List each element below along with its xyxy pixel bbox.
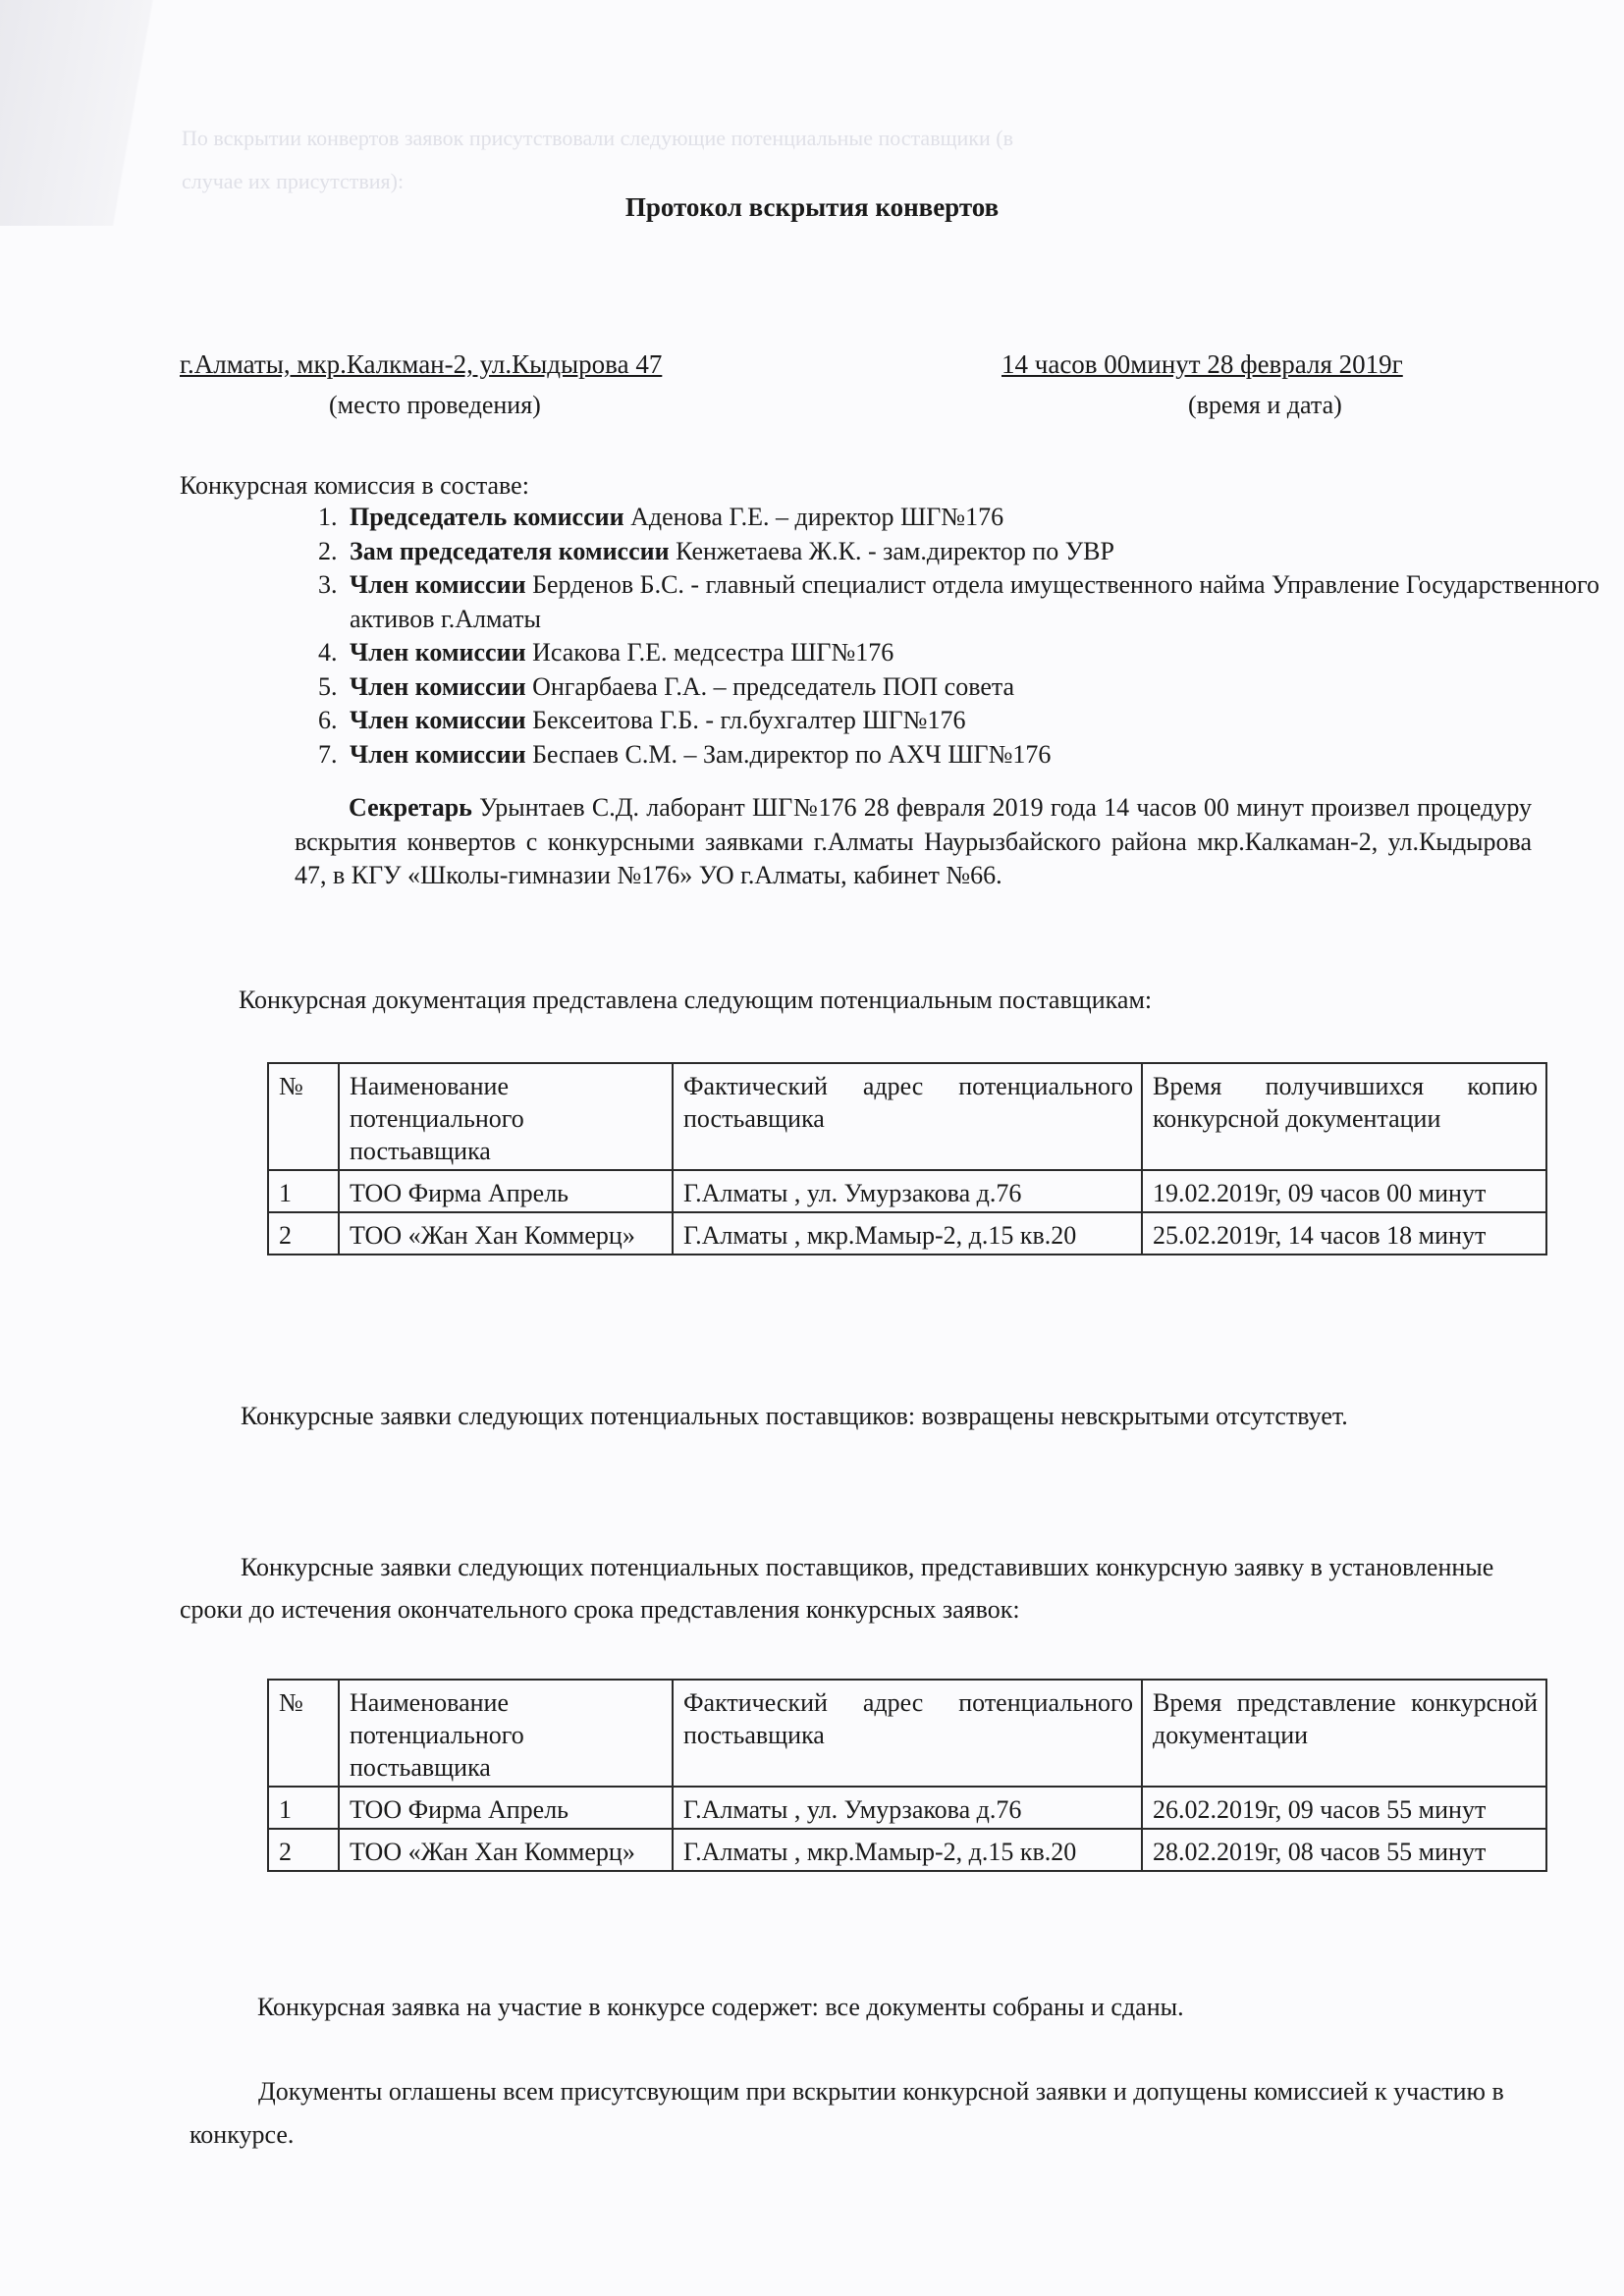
returned-bids-paragraph: Конкурсные заявки следующих потенциальных поставщиков: возвращены невскрытыми отсутствует. [241, 1402, 1348, 1430]
table-cell: 2 [268, 1212, 339, 1255]
table-cell: 19.02.2019г, 09 часов 00 минут [1142, 1170, 1546, 1212]
submitted-bids-paragraph: Конкурсные заявки следующих потенциальных поставщиков, представивших конкурсную заявку в установленные сроки до истечения окончательного срока представления конкурсных заявок: [180, 1553, 1494, 1624]
submitted-bids-table [267, 1679, 1547, 1872]
commission-member: 4. Член комиссии Исакова Г.Е. медсестра ШГ№176 [344, 636, 1600, 670]
meeting-place-caption: (место проведения) [329, 391, 541, 419]
table-header-row [268, 1063, 1546, 1170]
table-cell: 26.02.2019г, 09 часов 55 минут [1142, 1787, 1546, 1829]
table-row [268, 1170, 1546, 1212]
commission-member: 5. Член комиссии Онгарбаева Г.А. – председатель ПОП совета [344, 670, 1600, 705]
meeting-time-date-caption: (время и дата) [1188, 391, 1342, 419]
table-cell: Г.Алматы , мкр.Мамыр-2, д.15 кв.20 [673, 1829, 1142, 1871]
table-cell: ТОО Фирма Апрель [339, 1170, 673, 1212]
docs-presented-heading: Конкурсная документация представлена следующим потенциальным поставщикам: [239, 986, 1153, 1014]
table-cell: ТОО Фирма Апрель [339, 1787, 673, 1829]
table-cell: 2 [268, 1829, 339, 1871]
table-row [268, 1787, 1546, 1829]
table-header-cell: Фактический адрес потенциального постьавщика [673, 1063, 1142, 1170]
table-cell: Г.Алматы , мкр.Мамыр-2, д.15 кв.20 [673, 1212, 1142, 1255]
table-cell: Г.Алматы , ул. Умурзакова д.76 [673, 1170, 1142, 1212]
table-cell: ТОО «Жан Хан Коммерц» [339, 1829, 673, 1871]
commission-member: 2. Зам председателя комиссии Кенжетаева Ж.К. - зам.директор по УВР [344, 535, 1600, 569]
secretary-paragraph: Секретарь Урынтаев С.Д. лаборант ШГ№176 28 февраля 2019 года 14 часов 00 минут произвел процедуру вскрытия конвертов с конкурсными заявками г.Алматы Наурызбайского района мкр.Калкаман-2, ул.Кыдырова 47, в КГУ «Школы-гимназии №176» УО г.Алматы, кабинет №66. [295, 793, 1532, 889]
bid-contents-paragraph: Конкурсная заявка на участие в конкурсе содержет: все документы собраны и сданы. [257, 1993, 1184, 2021]
table-header-cell: № [268, 1063, 339, 1170]
document-title: Протокол вскрытия конвертов [624, 192, 1000, 222]
commission-members-list [295, 501, 1600, 772]
bleed-through-text: По вскрытии конвертов заявок присутствовали следующие потенциальные поставщики (в [182, 126, 1013, 150]
commission-member: 6. Член комиссии Бексеитова Г.Б. - гл.бухгалтер ШГ№176 [344, 704, 1600, 738]
bleed-through-text: случае их присутствия): [182, 169, 405, 193]
table-row [268, 1829, 1546, 1871]
documents-announced-paragraph: Документы оглашены всем присутсвующим при вскрытии конкурсной заявки и допущены комиссией к участию в конкурсе. [189, 2077, 1504, 2149]
table-header-cell: Наименование потенциального постьавщика [339, 1680, 673, 1787]
table-cell: ТОО «Жан Хан Коммерц» [339, 1212, 673, 1255]
table-header-cell: Фактический адрес потенциального постьавщика [673, 1680, 1142, 1787]
table-header-row [268, 1680, 1546, 1787]
commission-member: 1. Председатель комиссии Аденова Г.Е. – директор ШГ№176 [344, 501, 1600, 535]
commission-member: 7. Член комиссии Беспаев С.М. – Зам.директор по АХЧ ШГ№176 [344, 738, 1600, 773]
table-header-cell: Время получившихся копию конкурсной документации [1142, 1063, 1546, 1170]
meeting-time-date: 14 часов 00минут 28 февраля 2019г [1001, 349, 1403, 379]
table-cell: Г.Алматы , ул. Умурзакова д.76 [673, 1787, 1142, 1829]
table-row [268, 1212, 1546, 1255]
table-header-cell: Время представление конкурсной документации [1142, 1680, 1546, 1787]
commission-heading: Конкурсная комиссия в составе: [180, 471, 529, 500]
table-header-cell: Наименование потенциального постьавщика [339, 1063, 673, 1170]
table-header-cell: № [268, 1680, 339, 1787]
table-cell: 25.02.2019г, 14 часов 18 минут [1142, 1212, 1546, 1255]
table-cell: 1 [268, 1787, 339, 1829]
meeting-place: г.Алматы, мкр.Калкман-2, ул.Кыдырова 47 [180, 349, 663, 379]
table-cell: 1 [268, 1170, 339, 1212]
documentation-recipients-table [267, 1062, 1547, 1255]
commission-member: 3. Член комиссии Берденов Б.С. - главный специалист отдела имущественного найма Управление Государственного активов г.Алматы [344, 568, 1600, 636]
table-cell: 28.02.2019г, 08 часов 55 минут [1142, 1829, 1546, 1871]
